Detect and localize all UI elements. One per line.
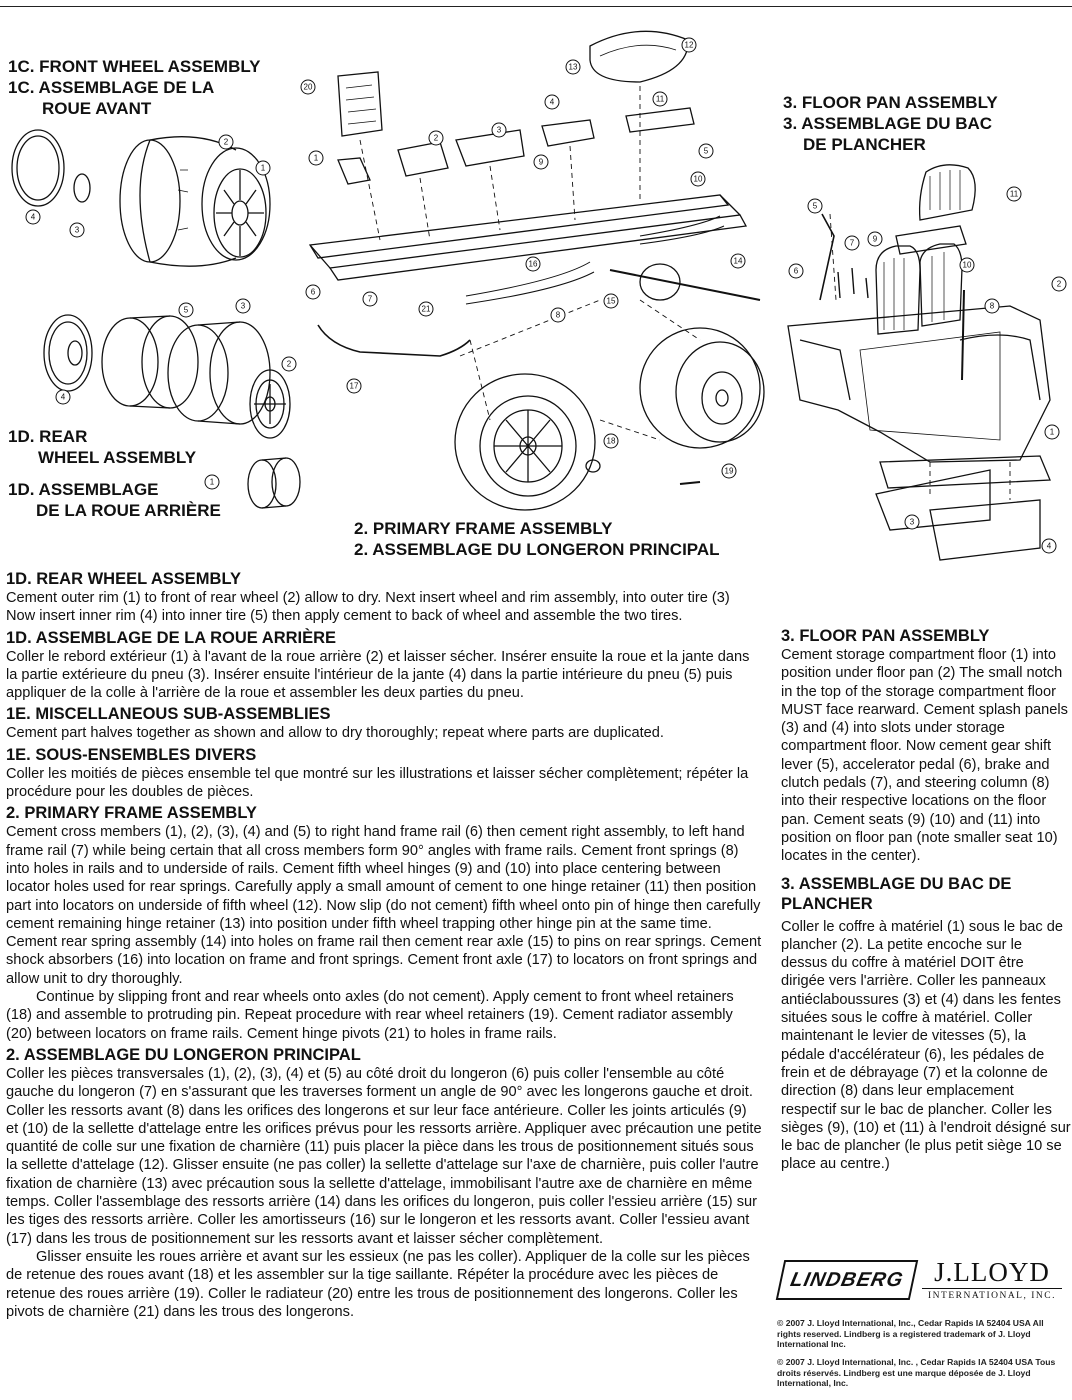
callout — [429, 131, 443, 145]
part-number: 2 — [286, 359, 292, 369]
part-number: 10 — [962, 260, 972, 270]
callout — [256, 161, 270, 175]
part-number: 14 — [733, 256, 743, 266]
section-heading-misc-fr: 1E. SOUS-ENSEMBLES DIVERS — [6, 745, 257, 764]
section-heading-rear-en: 1D. REAR WHEEL ASSEMBLY — [6, 570, 242, 588]
part-number: 1 — [313, 153, 319, 163]
caption-line: 1C. ASSEMBLAGE DE LA — [8, 78, 215, 97]
section-body-frame-en: Cement cross members (1), (2), (3), (4) and (5) to right hand frame rail (6) then cement right assembly, to left hand frame rail (7) while being certain that all cross members form 90° angles with frame rails. Cement front springs (8) into holes in rails and to underside of rails. Cement fifth wheel hinges (9) and (10) into place centering between locator holes used for rear springs. Carefully apply a small amount of cement to one hinge retainer (11) then position part into locators on underside of fifth wheel (12). Now slip (do not cement) fifth wheel onto pin of hinge then carefully cement remaining hinge retainer (13) into position under fifth wheel trapping other hinge pin at the same time. Cement rear spring assembly (14) into holes on frame rail then cement rear axle (15) to pins on rear springs. Cement shock absorbers (16) into location on frame and front springs. Cement front axle (17) to locators on front springs and allow unit to dry thoroughly. — [6, 824, 762, 987]
frame-callouts — [301, 38, 745, 478]
callout — [236, 299, 250, 313]
callout — [845, 236, 859, 250]
callout — [1007, 187, 1021, 201]
section-heading-frame-fr: 2. ASSEMBLAGE DU LONGERON PRINCIPAL — [6, 1045, 361, 1064]
section-heading-misc-en: 1E. MISCELLANEOUS SUB-ASSEMBLIES — [6, 705, 331, 724]
jlloyd-logo-subtitle: INTERNATIONAL, INC. — [928, 1291, 1056, 1301]
part-number: 15 — [606, 296, 616, 306]
section-heading-floor-en: 3. FLOOR PAN ASSEMBLY — [781, 627, 990, 645]
floor-pan-callouts — [789, 187, 1066, 553]
section-body-floor-fr: Coller le coffre à matériel (1) sous le bac de plancher (2). La petite encoche sur le dessus du coffre à matériel DOIT être dirigée vers l'arrière. Coller les panneaux antiéclaboussures (3) et (4) dans les fentes situées sous le coffre à matériel. Coller maintenant le levier de vitesses (5), la pédale d'accélérateur (6), les pédales de frein et de débrayage (7) et la colonne de direction (8) dans leur emplacement — [781, 918, 1064, 1100]
part-number: 7 — [367, 294, 373, 304]
part-number: 16 — [528, 259, 538, 269]
part-number: 3 — [909, 517, 915, 527]
part-number: 8 — [989, 301, 995, 311]
callout — [731, 254, 745, 268]
part-number: 1 — [1049, 427, 1055, 437]
jlloyd-logo-name: J.LLOYD — [922, 1256, 1062, 1289]
floor-pan-illustration — [788, 165, 1050, 560]
part-number: 21 — [421, 304, 431, 314]
callout — [682, 38, 696, 52]
caption-line: 3. FLOOR PAN ASSEMBLY — [783, 93, 998, 112]
callout — [699, 144, 713, 158]
caption-line: ROUE AVANT — [42, 99, 152, 118]
part-number: 10 — [693, 174, 703, 184]
caption-line: 2. PRIMARY FRAME ASSEMBLY — [354, 519, 613, 538]
rear-wheel-illustration — [44, 315, 300, 508]
caption-line: 1D. ASSEMBLAGE — [8, 480, 159, 499]
callout — [808, 199, 822, 213]
caption-line: 1D. REAR — [8, 427, 88, 446]
section-body-rear-fr: Coller le rebord extérieur (1) à l'avant de la roue arrière (2) et laisser sécher. Insérer ensuite la roue et la jante dans la partie extérieure du pneu (3). Insérer ensuite l'intérieur de la jante (4) dans la partie intérieure du pneu (5) puis appliquer de la colle à l'arrière de la roue et assembler les deux parties du pneu. — [6, 648, 750, 702]
part-number: 6 — [310, 287, 316, 297]
callout — [1045, 425, 1059, 439]
section-heading-frame-en: 2. PRIMARY FRAME ASSEMBLY — [6, 804, 257, 823]
front-wheel-illustration — [12, 130, 270, 266]
part-number: 20 — [303, 82, 313, 92]
callout — [492, 123, 506, 137]
callout — [179, 303, 193, 317]
part-number: 2 — [433, 133, 439, 143]
callout — [722, 464, 736, 478]
part-number: 9 — [538, 157, 544, 167]
section-body-frame-fr: Coller les pièces transversales (1), (2), (3), (4) et (5) au côté droit du longeron (6) puis coller l'ensemble au côté gauche du longeron (7) en s'assurant que les traverses forment un angle de 90° avec les longerons gauche et droit. Coller les ressorts avant (8) dans les orifices des longerons et sur leur face antérieure. Coller les joints articulés (9) et (10) de la sellette d'attelage entre les orifices prévus pour les ressorts arrière. Appliquer avec précaution une petite quantité de colle sur une fixation de charnière (11) puis placer la pièce dans les trous de positionnement situés sous la sellette d'attelage (12). Glisser ensuite (ne pas coller) la sellette d'attelage sur l'axe de charnière, puis coller l'autre fixation de charnière (13) avec précaution sous la sellette d'attelage, immobilisant l'autre axe de charnière en même temps. Coller l'assemblage des ressorts arrière (14) dans les orifices du longeron, puis coller l'essieu arrière (15) sur les tiges des ressorts arrière. Coller les amortisseurs (16) sur le longeron et les ressorts avant. Coller l'essieu avant (17) dans les trous de positionnement sur les ressorts avant et laisser sécher complètement. — [6, 1065, 762, 1247]
section-body-frame-en-continued: Continue by slipping front and rear wheels onto axles (do not cement). Apply cement to front wheel retainers (18) and assemble to protruding pin. Repeat procedure with rear wheel retainers (19). Cement radiator assembly (20) between locators on frame rails. Cement hinge pivots (21) to holes in frame rails. — [6, 989, 734, 1042]
part-number: 3 — [74, 225, 80, 235]
callout — [960, 258, 974, 272]
part-number: 4 — [30, 212, 36, 222]
callout — [1052, 277, 1066, 291]
part-number: 5 — [183, 305, 189, 315]
callout — [306, 285, 320, 299]
callout — [551, 308, 565, 322]
section-body-misc-fr: Coller les moitiés de pièces ensemble tel que montré sur les illustrations et laisser sécher complètement; répéter la procédure pour les doubles de pièces. — [6, 765, 749, 801]
callout — [691, 172, 705, 186]
front-wheel-callouts — [26, 135, 270, 237]
assembly-diagrams — [0, 0, 1072, 565]
caption-line: 2. ASSEMBLAGE DU LONGERON PRINCIPAL — [354, 540, 720, 559]
part-number: 1 — [209, 477, 215, 487]
callout — [905, 515, 919, 529]
section-body-floor-fr-continued: respectif sur le bac de plancher. Coller les sièges (9), (10) et (11) à l'endroit désigné sur le bac de plancher (le plus petit siège 10 se place au centre.) — [781, 1101, 1071, 1173]
callout — [1042, 539, 1056, 553]
callout — [219, 135, 233, 149]
callout — [604, 294, 618, 308]
callout — [363, 292, 377, 306]
part-number: 6 — [793, 266, 799, 276]
part-number: 3 — [496, 125, 502, 135]
part-number: 4 — [1046, 541, 1052, 551]
part-number: 4 — [549, 97, 555, 107]
callout — [301, 80, 315, 94]
part-number: 2 — [1056, 279, 1062, 289]
part-number: 1 — [260, 163, 266, 173]
callout — [56, 390, 70, 404]
caption-line: DE PLANCHER — [803, 135, 926, 154]
part-number: 11 — [655, 94, 665, 104]
callout — [26, 210, 40, 224]
section-body-frame-fr-continued: Glisser ensuite les roues arrière et avant sur les essieux (ne pas les coller). Appliquer de la colle sur les pièces de retenue des roues avant (18) et les assembler sur la tige saillante. Répéter la procédure avec les pièces de retenue des roues arrière (19). Coller le radiateur (20) entre les trous de positionnement des longerons. Coller les pivots de charnière (21) dans les trous des longerons. — [6, 1248, 750, 1320]
callout — [282, 357, 296, 371]
copyright-notice-en: © 2007 J. Lloyd International, Inc., Cedar Rapids IA 52404 USA All rights reserved. Lindberg is a registered trademark of J. Lloyd International Inc. — [777, 1318, 1044, 1350]
part-number: 5 — [812, 201, 818, 211]
instructions-left-column — [6, 569, 762, 1321]
callout — [347, 379, 361, 393]
section-heading-rear-fr: 1D. ASSEMBLAGE DE LA ROUE ARRIÈRE — [6, 628, 337, 647]
callout — [789, 264, 803, 278]
instructions-right-column — [781, 626, 1071, 1174]
caption-line: 3. ASSEMBLAGE DU BAC — [783, 114, 993, 133]
part-number: 4 — [60, 392, 66, 402]
callout — [868, 232, 882, 246]
part-number: 11 — [1009, 189, 1019, 199]
lindberg-logo: LINDBERG — [776, 1260, 919, 1300]
part-number: 7 — [849, 238, 855, 248]
callout — [534, 155, 548, 169]
section-heading-floor-fr: 3. ASSEMBLAGE DU BAC DE PLANCHER — [781, 874, 1012, 913]
callout — [653, 92, 667, 106]
caption-line: 1C. FRONT WHEEL ASSEMBLY — [8, 57, 261, 76]
part-number: 18 — [606, 436, 616, 446]
callout — [545, 95, 559, 109]
part-number: 17 — [349, 381, 359, 391]
part-number: 2 — [223, 137, 229, 147]
copyright-notice-fr: © 2007 J. Lloyd International, Inc. , Cedar Rapids IA 52404 USA Tous droits réservés. Lindberg est une marque déposée de J. Lloyd International, Inc. — [777, 1357, 1056, 1389]
section-body-rear-en: Cement outer rim (1) to front of rear wheel (2) allow to dry. Next insert wheel and rim assembly, into outer tire (3) Now insert inner rim (4) into inner tire (5) then apply cement to back of wheel and assemble the two tires. — [6, 590, 730, 625]
section-body-misc-en: Cement part halves together as shown and allow to dry thoroughly; repeat where parts are duplicated. — [6, 725, 664, 742]
callout — [604, 434, 618, 448]
callout — [985, 299, 999, 313]
callout — [309, 151, 323, 165]
part-number: 12 — [684, 40, 694, 50]
callout — [526, 257, 540, 271]
callout — [419, 302, 433, 316]
part-number: 5 — [703, 146, 709, 156]
part-number: 13 — [568, 62, 578, 72]
frame-illustration — [310, 31, 764, 510]
part-number: 19 — [724, 466, 734, 476]
jlloyd-logo — [922, 1256, 1062, 1301]
callout — [70, 223, 84, 237]
part-number: 3 — [240, 301, 246, 311]
part-number: 8 — [555, 310, 561, 320]
section-body-floor-en: Cement storage compartment floor (1) into position under floor pan (2) The small notch in the top of the storage compartment floor MUST face rearward. Cement splash panels (3) and (4) into slots under storage compartment floor. Now cement gear shift lever (5), accelerator pedal (6), brake and clutch pedals (7), and steering column (8) into their respective locations on the floor pan. Cement seats (9) (10) and (11) into position on floor pan (note smaller seat 10) locates in the center). — [781, 647, 1068, 865]
part-number: 9 — [872, 234, 878, 244]
callout — [566, 60, 580, 74]
callout — [205, 475, 219, 489]
caption-line: WHEEL ASSEMBLY — [38, 448, 197, 467]
brand-logos — [776, 1256, 1066, 1306]
caption-line: DE LA ROUE ARRIÈRE — [36, 501, 221, 520]
